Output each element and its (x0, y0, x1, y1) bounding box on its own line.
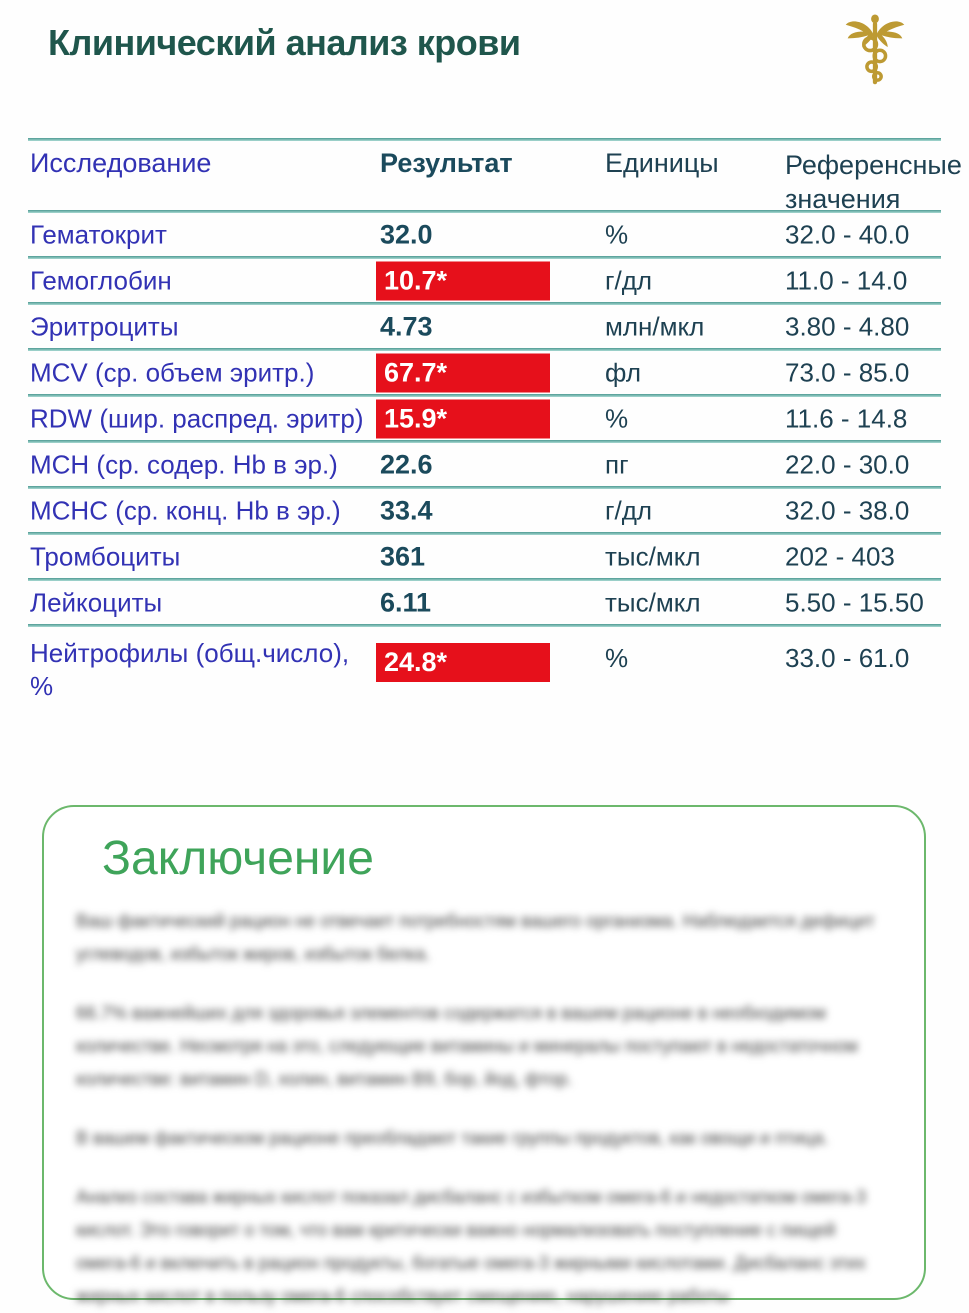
test-result: 22.6 (380, 449, 433, 479)
test-units: % (605, 219, 629, 249)
table-row (28, 397, 941, 440)
test-units: млн/мкл (605, 311, 705, 341)
test-units: тыс/мкл (605, 541, 701, 571)
test-units: г/дл (605, 495, 653, 525)
test-result: 24.8* (376, 643, 550, 682)
conclusion-paragraph-blurred: 66.7% важнейших для здоровья элементов содержатся в вашем рационе в необходимом количестве. Несмотря на это, следующие витамины и минералы поступают в недостаточном количестве: витамин D, холин, витамин B9, бор, йод, фтор. (76, 1003, 858, 1089)
test-units: % (605, 643, 629, 673)
test-reference-range: 5.50 - 15.50 (785, 587, 924, 617)
test-name: Лейкоциты (30, 587, 163, 617)
test-name: RDW (шир. распред. эритр) (30, 403, 364, 433)
test-result: 361 (380, 541, 426, 571)
conclusion-paragraph-blurred: В вашем фактическом рационе преобладают такие группы продуктов, как овощи и птица. (76, 1128, 829, 1148)
table-row (28, 351, 941, 394)
test-name: Гематокрит (30, 219, 167, 249)
column-header-reference: Референсные значения (785, 150, 962, 214)
test-reference-range: 202 - 403 (785, 541, 895, 571)
test-reference-range: 11.6 - 14.8 (785, 403, 908, 433)
test-name: Нейтрофилы (общ.число), % (30, 638, 350, 701)
table-row (28, 581, 941, 624)
test-name: Гемоглобин (30, 265, 172, 295)
test-result: 67.7* (376, 353, 550, 392)
test-units: фл (605, 357, 641, 387)
conclusion-heading: Заключение (102, 832, 374, 885)
column-header-result: Результат (380, 148, 513, 178)
test-name: MCHC (ср. конц. Hb в эр.) (30, 495, 341, 525)
page-title: Клинический анализ крови (48, 22, 521, 63)
test-units: % (605, 403, 629, 433)
conclusion-paragraph-blurred: Ваш фактический рацион не отвечает потребностям вашего организма. Наблюдается дефицит углеводов, избыток жиров, избыток белка. (76, 911, 875, 964)
test-reference-range: 32.0 - 38.0 (785, 495, 910, 525)
caduceus-icon (843, 12, 907, 94)
table-row (28, 443, 941, 486)
blood-test-results-table (28, 138, 962, 712)
test-name: Эритроциты (30, 311, 179, 341)
test-reference-range: 32.0 - 40.0 (785, 219, 910, 249)
table-row (28, 535, 941, 578)
test-units: пг (605, 449, 629, 479)
test-result: 10.7* (376, 261, 550, 300)
test-units: тыс/мкл (605, 587, 701, 617)
table-header-row (28, 141, 962, 214)
test-result: 15.9* (376, 399, 550, 438)
column-header-units: Единицы (605, 148, 719, 178)
test-name: MCV (ср. объем эритр.) (30, 357, 315, 387)
conclusion-box (42, 805, 926, 1306)
table-row (28, 259, 941, 302)
test-reference-range: 22.0 - 30.0 (785, 449, 910, 479)
test-result: 4.73 (380, 311, 433, 341)
conclusion-blurred-text (76, 905, 894, 1313)
conclusion-paragraph-blurred: Анализ состава жирных кислот показал дисбаланс с избытком омега-6 и недостатком омега-3 кислот. Это говорит о том, что вам критически важно нормализовать поступление с пищей омега-6 и включить в рацион продукты, богатые омега-3 жирными кислотами. Дисбаланс этих жирных кислот в пользу омега-6 способствует смещению, нарушению работы (76, 1187, 867, 1306)
table-row (28, 489, 941, 532)
test-result: 33.4 (380, 495, 433, 525)
test-units: г/дл (605, 265, 653, 295)
test-result: 6.11 (380, 587, 432, 617)
test-name: Тромбоциты (30, 541, 181, 571)
table-row (28, 305, 941, 348)
test-reference-range: 73.0 - 85.0 (785, 357, 910, 387)
test-reference-range: 11.0 - 14.0 (785, 265, 908, 295)
test-name: MCH (ср. содер. Hb в эр.) (30, 449, 338, 479)
table-body (28, 213, 941, 712)
table-row (28, 627, 941, 712)
column-header-test: Исследование (30, 148, 212, 178)
table-row (28, 213, 941, 256)
test-reference-range: 33.0 - 61.0 (785, 643, 910, 673)
test-result: 32.0 (380, 219, 433, 249)
test-reference-range: 3.80 - 4.80 (785, 311, 910, 341)
